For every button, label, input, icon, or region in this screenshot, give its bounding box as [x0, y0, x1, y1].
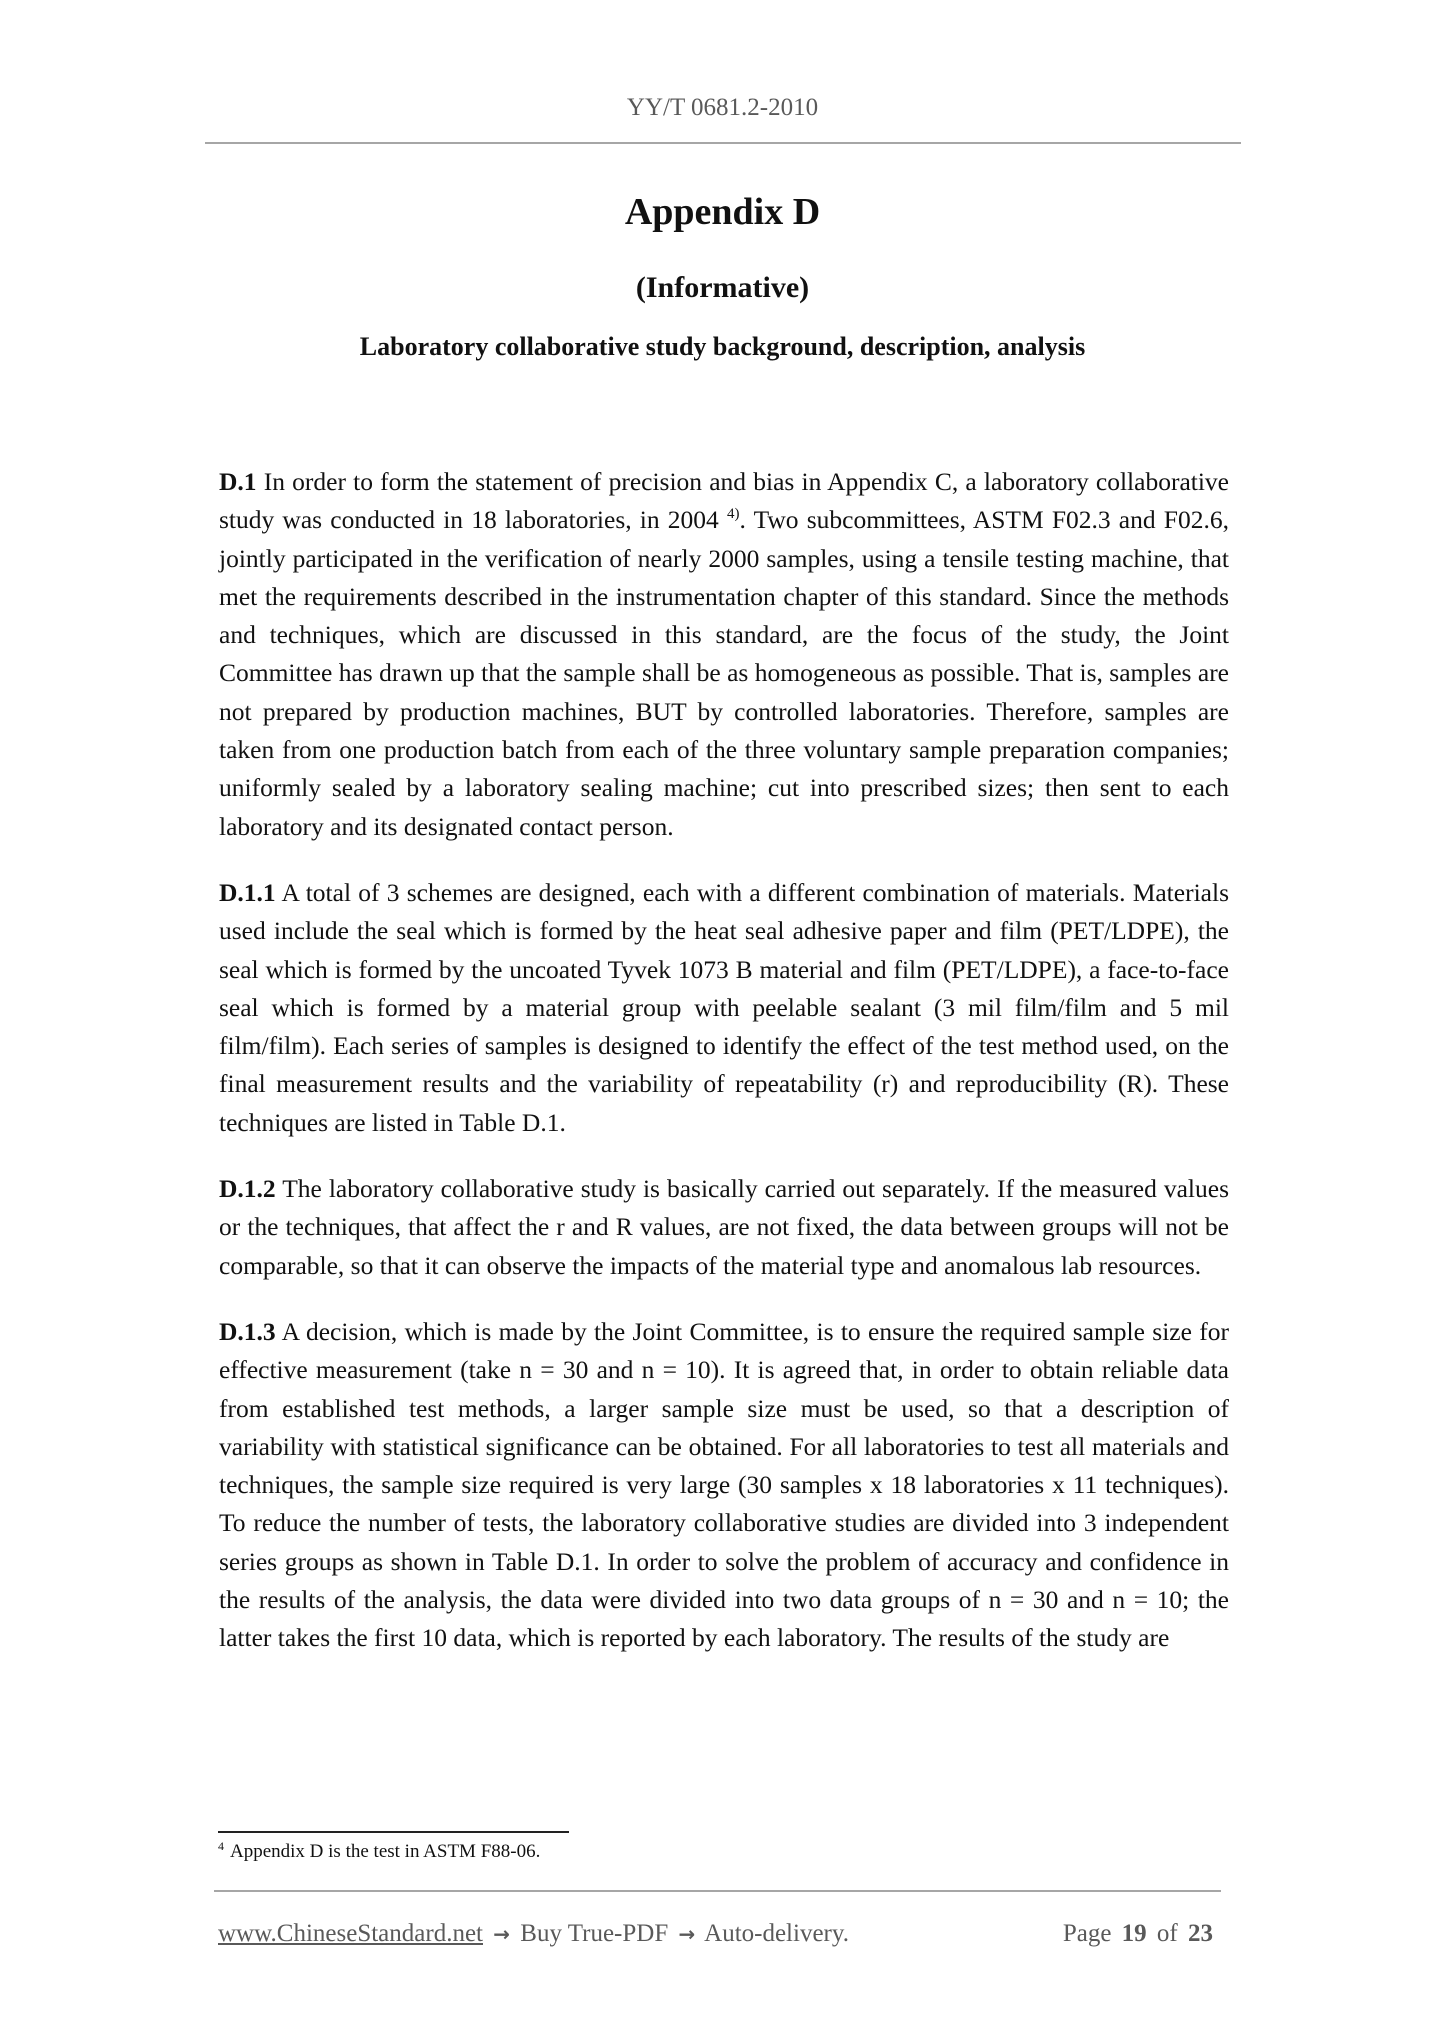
page-current: 19 — [1121, 1920, 1147, 1947]
page-indicator — [1063, 1918, 1217, 1950]
footnote-separator — [218, 1831, 569, 1833]
page-total: 23 — [1188, 1920, 1213, 1947]
page-footer — [218, 1918, 1217, 1950]
footnote — [218, 1839, 540, 1865]
footer-promo — [218, 1918, 849, 1950]
footer-divider — [214, 1890, 1221, 1892]
clause-d1-2 — [219, 1170, 1229, 1285]
clause-d1-1 — [219, 874, 1229, 1142]
document-body — [219, 463, 1229, 1686]
arrow-right-icon: → — [678, 1922, 696, 1946]
footnote-reference[interactable]: 4) — [726, 506, 740, 523]
clause-text-continued: . Two subcommittees, ASTM F02.3 and F02.6, jointly participated in the verification of nearly 2000 samples, using a tensile testing machine, that met the requirements described in the instrumentation chapter of this standard. Since the methods and techniques, which are discussed in this standard, are the focus of the study, the Joint Committee has drawn up that the sample shall be as homogeneous as possible. That is, samples are not prepared by production machines, BUT by controlled laboratories. Therefore, samples are taken from one production batch from each of the three voluntary sample preparation companies; uniformly sealed by a laboratory sealing machine; cut into prescribed sizes; then sent to each laboratory and its designated contact person. — [219, 505, 1229, 841]
clause-number: D.1 — [219, 467, 257, 496]
clause-number: D.1.3 — [219, 1316, 276, 1346]
page-label: Page — [1062, 1920, 1112, 1947]
footnote-text: Appendix D is the test in ASTM F88-06. — [230, 1841, 541, 1862]
clause-text: In order to form the statement of precision and bias in Appendix C, a laboratory collaborative study was conducted in 18 laboratories, in 2004 — [219, 467, 1229, 535]
footer-step-buy: Buy True-PDF — [520, 1920, 669, 1947]
clause-text: A decision, which is made by the Joint Committee, is to ensure the required sample size for effective measurement (take n = 30 and n = 10). It is agreed that, in order to obtain reliable data from established test methods, a larger sample size must be used, so that a description of variability with statistical significance can be obtained. For all laboratories to test all materials and techniques, the sample size required is very large (30 samples x 18 laboratories x 11 techniques). To reduce the number of tests, the laboratory collaborative studies are divided into 3 independent series groups as shown in Table D.1. In order to solve the problem of accuracy and confidence in the results of the analysis, the data were divided into two data groups of n = 30 and n = 10; the latter takes the first 10 data, which is reported by each laboratory. The results of the study are — [219, 1316, 1229, 1653]
website-link[interactable]: www.ChineseStandard.net — [218, 1920, 483, 1947]
clause-text: The laboratory collaborative study is basically carried out separately. If the measured values or the techniques, that affect the r and R values, are not fixed, the data between groups will not be comparable, so that it can observe the impacts of the material type and anomalous lab resources. — [219, 1174, 1229, 1280]
footnote-marker: 4 — [218, 1839, 224, 1853]
document-id-header: YY/T 0681.2-2010 — [626, 94, 819, 121]
header-divider — [205, 142, 1241, 144]
appendix-heading: Laboratory collaborative study background, description, analysis — [359, 332, 1086, 361]
page-of-label: of — [1156, 1920, 1178, 1947]
clause-text: A total of 3 schemes are designed, each with a different combination of materials. Materials used include the seal which is formed by the heat seal adhesive paper and film (PET/LDPE), the seal which is formed by the uncoated Tyvek 1073 B material and film (PET/LDPE), a face-to-face seal which is formed by a material group with peelable sealant (3 mil film/film and 5 mil film/film). Each series of samples is designed to identify the effect of the test method used, on the final measurement results and the variability of repeatability (r) and reproducibility (R). These techniques are listed in Table D.1. — [219, 877, 1229, 1137]
appendix-title: Appendix D — [624, 191, 821, 233]
footer-step-delivery: Auto-delivery. — [704, 1920, 850, 1947]
appendix-type-label: (Informative) — [635, 271, 810, 304]
clause-d1-3 — [219, 1313, 1229, 1658]
arrow-right-icon: → — [493, 1922, 511, 1946]
clause-number: D.1.2 — [219, 1174, 276, 1204]
clause-number: D.1.1 — [219, 877, 276, 907]
clause-d1 — [219, 463, 1229, 846]
